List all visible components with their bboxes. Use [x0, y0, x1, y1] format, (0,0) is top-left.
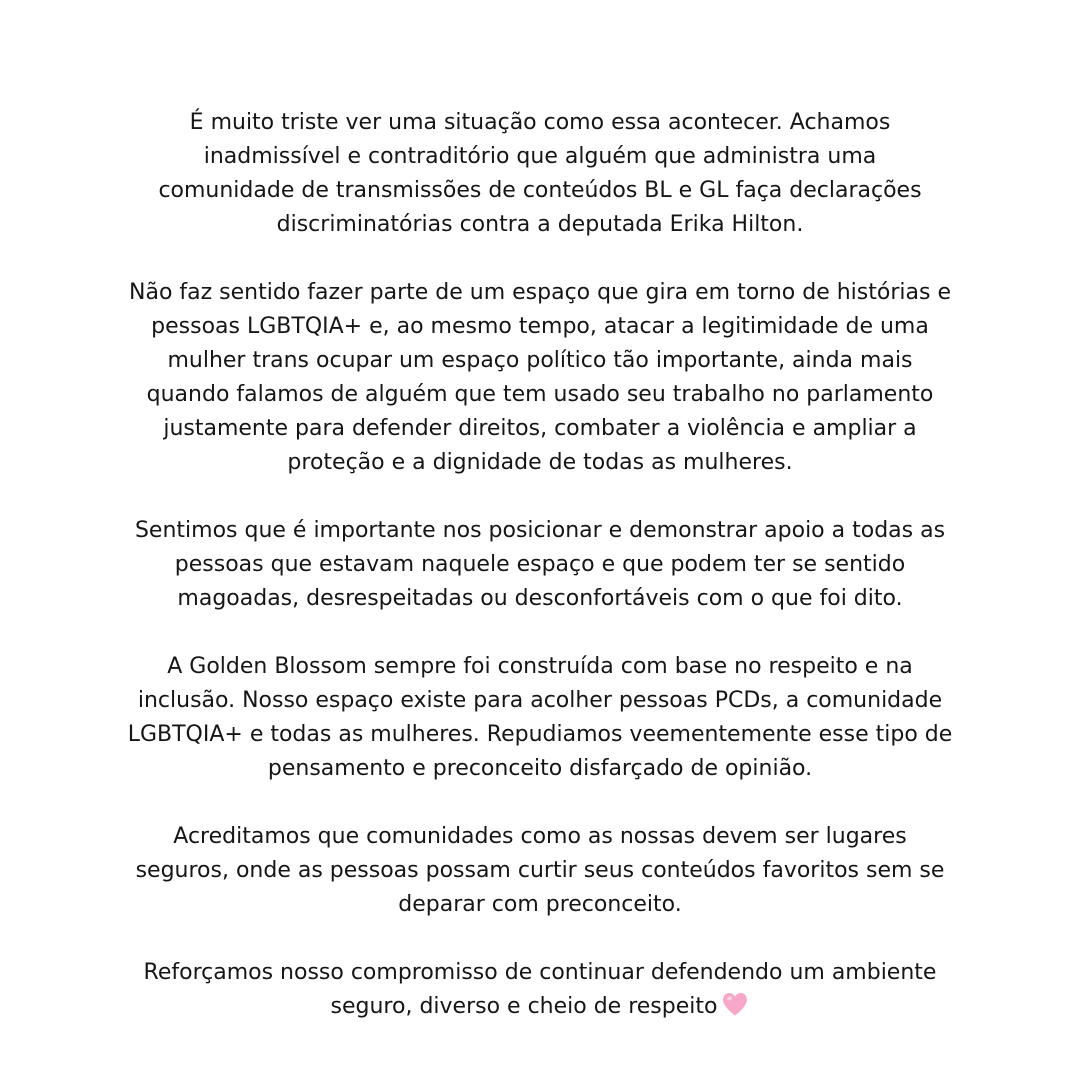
text-line: seguro, diverso e cheio de respeito [330, 994, 718, 1019]
text-line: inclusão. Nosso espaço existe para acolher pessoas PCDs, a comunidade [137, 688, 943, 713]
text-line: pessoas que estavam naquele espaço e que podem ter se sentido [174, 552, 906, 577]
paragraph-5 [80, 820, 1000, 922]
text-line: quando falamos de alguém que tem usado seu trabalho no parlamento [146, 382, 934, 407]
paragraph-6 [80, 956, 1000, 1024]
text-line-with-emoji [80, 990, 1000, 1024]
text-line: deparar com preconceito. [398, 892, 682, 917]
text-line: proteção e a dignidade de todas as mulheres. [287, 450, 793, 475]
text-line: LGBTQIA+ e todas as mulheres. Repudiamos veementemente esse tipo de [127, 722, 953, 747]
text-line: seguros, onde as pessoas possam curtir seus conteúdos favoritos sem se [135, 858, 945, 883]
text-line: É muito triste ver uma situação como essa acontecer. Achamos [189, 110, 891, 135]
text-line: magoadas, desrespeitadas ou desconfortáveis com o que foi dito. [177, 586, 903, 611]
text-line: Reforçamos nosso compromisso de continuar defendendo um ambiente [143, 960, 937, 985]
text-line: discriminatórias contra a deputada Erika Hilton. [276, 212, 804, 237]
text-line: justamente para defender direitos, combater a violência e ampliar a [163, 416, 917, 441]
text-line: mulher trans ocupar um espaço político tão importante, ainda mais [167, 348, 913, 373]
paragraph-1 [80, 106, 1000, 242]
text-line: pessoas LGBTQIA+ e, ao mesmo tempo, atacar a legitimidade de uma [151, 314, 929, 339]
pink-heart-icon [721, 991, 749, 1017]
paragraph-4 [80, 650, 1000, 786]
statement-text [80, 106, 1000, 1024]
text-line: comunidade de transmissões de conteúdos BL e GL faça declarações [158, 178, 922, 203]
paragraph-3 [80, 514, 1000, 616]
text-line: Acreditamos que comunidades como as nossas devem ser lugares [173, 824, 907, 849]
text-line: inadmissível e contraditório que alguém que administra uma [203, 144, 877, 169]
paragraph-2 [80, 276, 1000, 480]
text-line: A Golden Blossom sempre foi construída com base no respeito e na [167, 654, 913, 679]
text-line: Sentimos que é importante nos posicionar e demonstrar apoio a todas as [134, 518, 946, 543]
text-line: Não faz sentido fazer parte de um espaço que gira em torno de histórias e [129, 280, 951, 305]
text-line: pensamento e preconceito disfarçado de opinião. [267, 756, 813, 781]
